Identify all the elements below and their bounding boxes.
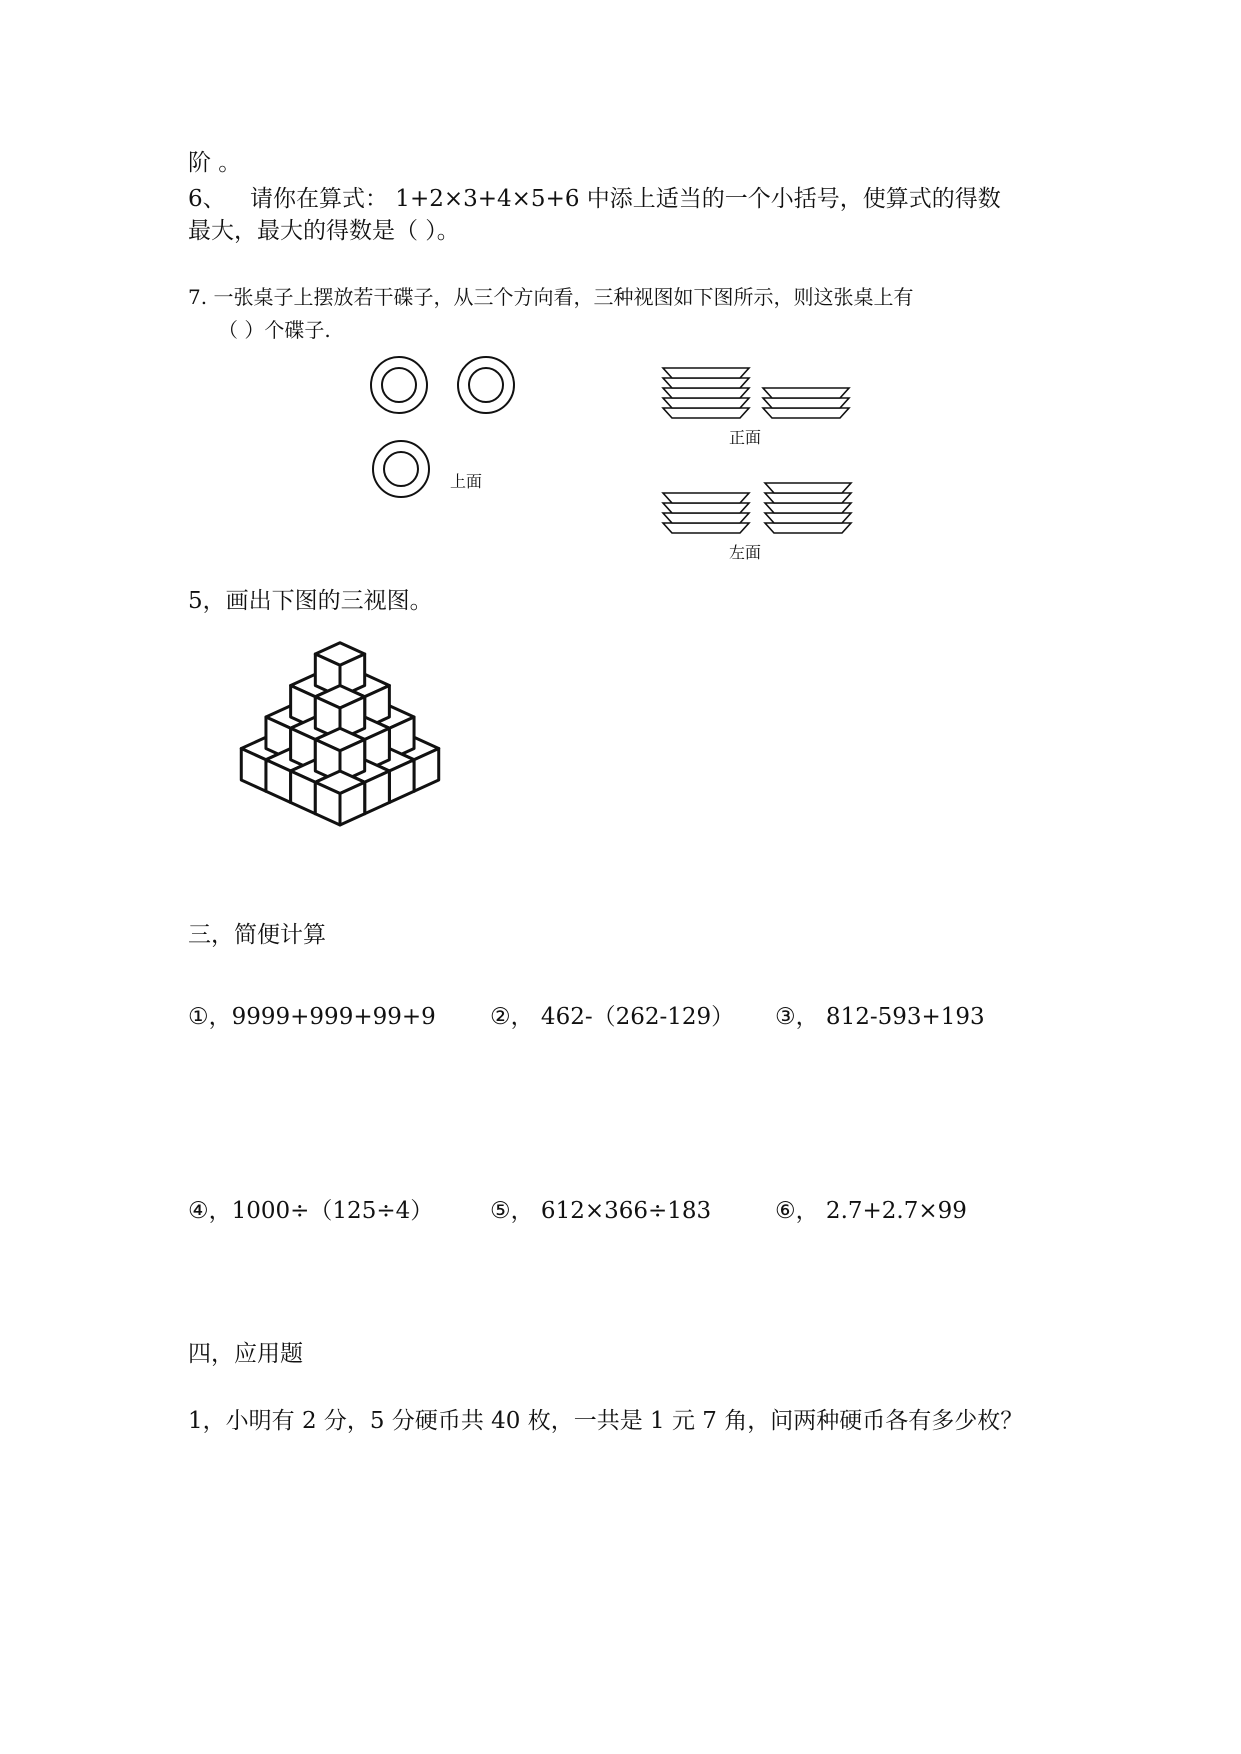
problem-1: ①，9999+999+99+9 [188, 1004, 436, 1030]
plate-side [765, 493, 851, 503]
question-7-blank: （ ）个碟子. [218, 318, 331, 342]
problem-2: ②， 462-（262-129） [490, 1004, 735, 1030]
plate-inner-circle [384, 452, 418, 486]
plate-side [663, 513, 749, 523]
question-7-text: 7. 一张桌子上摆放若干碟子，从三个方向看，三种视图如下图所示，则这张桌上有 [188, 285, 914, 309]
top-view-label: 上面 [450, 472, 483, 491]
front-view-figure [655, 350, 855, 430]
cube-pyramid-figure [190, 630, 490, 920]
plate-side [763, 398, 849, 408]
problem-4: ④，1000÷（125÷4） [188, 1198, 434, 1224]
section-4-heading: 四，应用题 [188, 1341, 303, 1367]
left-view-label: 左面 [729, 543, 762, 562]
plate-side [663, 388, 749, 398]
problem-3: ③， 812-593+193 [775, 1004, 985, 1030]
problem-5: ⑤， 612×366÷183 [490, 1198, 712, 1224]
question-6-text-continued: 最大，最大的得数是（ ）。 [188, 218, 460, 244]
plate-side [663, 368, 749, 378]
plate-outer-circle [371, 357, 427, 413]
plate-inner-circle [469, 368, 503, 402]
plate-side [663, 398, 749, 408]
plate-side [765, 513, 851, 523]
plate-side [765, 523, 851, 533]
question-6-text: 请你在算式： 1+2×3+4×5+6 中添上适当的一个小括号，使算式的得数 [250, 186, 1001, 212]
plate-outer-circle [373, 441, 429, 497]
question-6-number: 6、 [188, 186, 226, 212]
plate-side [765, 483, 851, 493]
plate-outer-circle [458, 357, 514, 413]
plate-side [663, 408, 749, 418]
plate-side [663, 493, 749, 503]
plate-side [763, 388, 849, 398]
plate-side [763, 408, 849, 418]
plate-side [663, 523, 749, 533]
plate-side [663, 503, 749, 513]
word-problem-1: 1，小明有 2 分，5 分硬币共 40 枚，一共是 1 元 7 角，问两种硬币各有多少枚？ [188, 1408, 1024, 1434]
left-view-figure [655, 465, 855, 545]
problem-6: ⑥， 2.7+2.7×99 [775, 1198, 967, 1224]
question-5-text: 5，画出下图的三视图。 [188, 588, 433, 614]
plate-inner-circle [382, 368, 416, 402]
section-3-heading: 三，简便计算 [188, 922, 326, 948]
line-continuation: 阶 。 [188, 150, 242, 176]
plate-side [663, 378, 749, 388]
plate-side [765, 503, 851, 513]
top-view-figure [370, 355, 520, 495]
front-view-label: 正面 [729, 428, 762, 447]
